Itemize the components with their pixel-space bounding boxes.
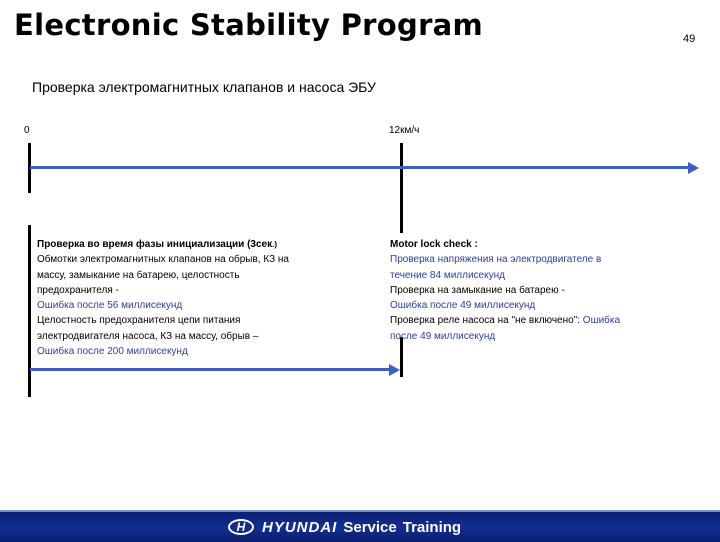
timeline-end-label: 12км/ч — [389, 125, 420, 136]
init-check-line: Обмотки электромагнитных клапанов на обрыв, КЗ на — [37, 254, 289, 266]
init-check-line: предохранителя - — [37, 284, 119, 296]
init-phase-start-line — [28, 225, 31, 397]
slide-subtitle: Проверка электромагнитных клапанов и насоса ЭБУ — [32, 79, 376, 95]
init-phase-arrow — [30, 368, 389, 371]
init-check-line: массу, замыкание на батарею, целостность — [37, 269, 240, 281]
init-error-time: Ошибка после 200 миллисекунд — [37, 346, 188, 358]
motor-lock-line: Проверка напряжения на электродвигателе в — [390, 254, 602, 266]
init-phase-arrowhead — [389, 364, 400, 376]
motor-lock-line: течение 84 миллисекунд — [390, 269, 505, 281]
init-check-line: электродвигателя насоса, КЗ на массу, обрыв – — [37, 330, 259, 342]
init-check-line: Целостность предохранителя цепи питания — [37, 315, 241, 327]
init-phase-text-block — [37, 237, 289, 359]
timeline-start-label: 0 — [24, 125, 30, 136]
motor-lock-error-time: после 49 миллисекунд — [390, 330, 496, 342]
motor-lock-heading: Motor lock check : — [390, 239, 478, 250]
brand-name: HYUNDAI — [262, 518, 338, 536]
footer-branding — [228, 517, 461, 537]
footer-banner — [0, 510, 720, 542]
init-phase-heading: Проверка во время фазы инициализации (3сек.) — [37, 239, 277, 250]
page-number: 49 — [683, 33, 696, 45]
timeline-end-tick — [400, 143, 403, 233]
speed-timeline-arrowhead — [688, 162, 699, 174]
speed-timeline-arrow — [30, 166, 688, 169]
training-label: Training — [402, 518, 462, 536]
init-error-time: Ошибка после 56 миллисекунд — [37, 300, 183, 312]
slide-title: Electronic Stability Program — [14, 8, 484, 42]
motor-lock-error-time: Ошибка после 49 миллисекунд — [390, 300, 536, 312]
motor-lock-line: Проверка реле насоса на "не включено": Ошибка — [390, 315, 621, 327]
service-label: Service — [343, 518, 397, 536]
motor-lock-line: Проверка на замыкание на батарею - — [390, 284, 565, 296]
motor-lock-text-block — [390, 237, 620, 344]
hyundai-logo-icon: H — [228, 519, 254, 535]
